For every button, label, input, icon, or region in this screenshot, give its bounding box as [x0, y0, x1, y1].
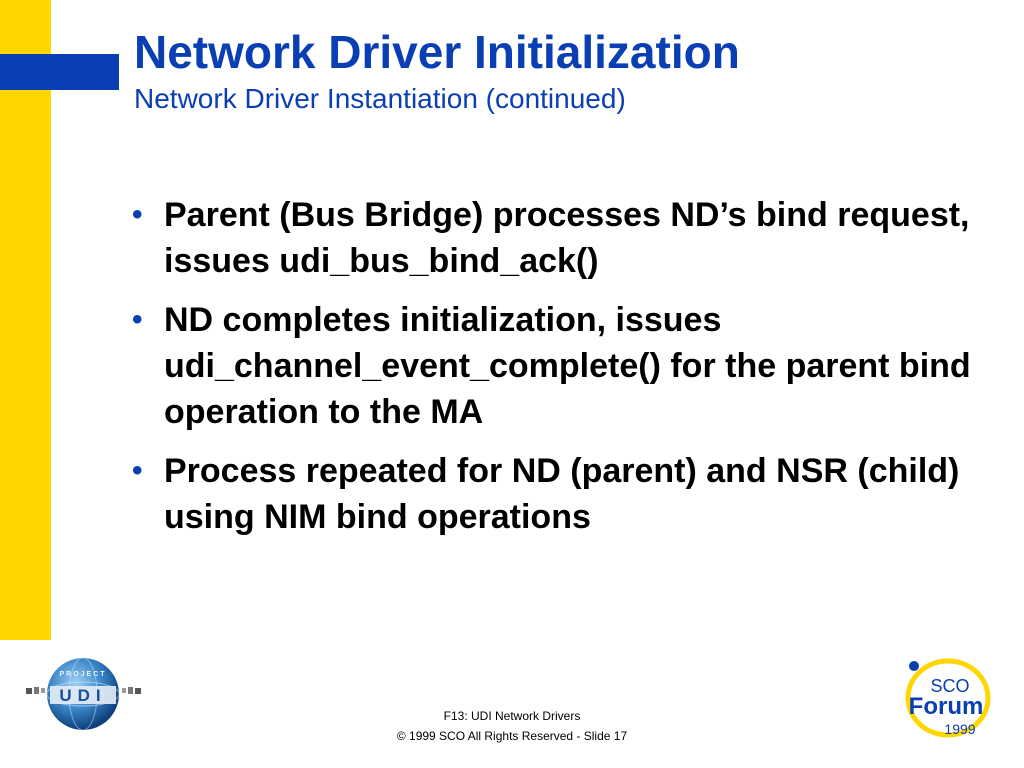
bullet-marker: •: [132, 303, 143, 336]
bullet-marker: •: [132, 454, 143, 487]
yellow-side-bar: [0, 0, 51, 640]
bullet-marker: •: [132, 198, 143, 231]
bullet-text: Parent (Bus Bridge) processes ND’s bind request, issues udi_bus_bind_ack(): [164, 196, 970, 280]
footer-copyright: © 1999 SCO All Rights Reserved - Slide 17: [396, 729, 628, 743]
bullet-list: [130, 192, 1000, 553]
udi-main-text: UDI: [59, 686, 107, 705]
bullet-item: [130, 297, 1000, 435]
blue-accent-bar: [0, 54, 119, 90]
bullet-text: Process repeated for ND (parent) and NSR (child) using NIM bind operations: [164, 452, 960, 536]
udi-ring-text: PROJECT: [59, 671, 107, 678]
footer-course-label: F13: UDI Network Drivers: [443, 709, 581, 723]
sco-year-text: 1999: [944, 721, 976, 737]
bullet-item: [130, 448, 1000, 540]
sco-top-text: SCO: [930, 676, 970, 696]
bullet-item: [130, 192, 1000, 284]
slide-subtitle: Network Driver Instantiation (continued): [134, 83, 626, 114]
slide-title: Network Driver Initialization: [134, 26, 740, 78]
sco-main-text: Forum: [908, 693, 984, 720]
bullet-text: ND completes initialization, issues udi_channel_event_complete() for the parent bind operation to the MA: [164, 301, 971, 431]
